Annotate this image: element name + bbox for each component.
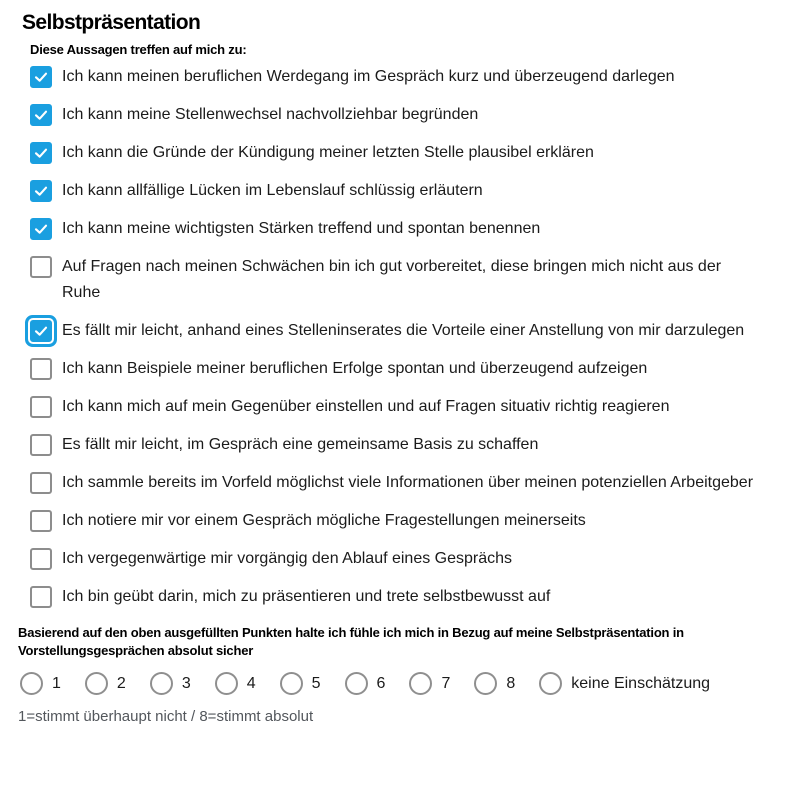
statement-checkbox[interactable] [30, 104, 52, 126]
section-instruction: Diese Aussagen treffen auf mich zu: [30, 42, 247, 57]
statement-label[interactable]: Ich kann Beispiele meiner beruflichen Erfolge spontan und überzeugend aufzeigen [62, 360, 648, 377]
rating-option[interactable] [215, 672, 256, 695]
statement-checkbox[interactable] [30, 586, 52, 608]
statement-checkbox[interactable] [30, 218, 52, 240]
rating-option[interactable] [150, 672, 191, 695]
statement-row [30, 104, 771, 128]
statement-list [30, 66, 771, 610]
statement-checkbox[interactable] [30, 66, 52, 88]
checkmark-icon [33, 183, 49, 199]
scale-legend: 1=stimmt überhaupt nicht / 8=stimmt absolut [18, 708, 314, 725]
radio-button[interactable] [345, 672, 368, 695]
radio-button[interactable] [215, 672, 238, 695]
rating-option[interactable] [345, 672, 386, 695]
statement-label[interactable]: Ich notiere mir vor einem Gespräch mögliche Fragestellungen meinerseits [62, 512, 586, 529]
statement-row [30, 142, 771, 166]
radio-label[interactable]: 1 [52, 674, 61, 692]
statement-checkbox[interactable] [30, 510, 52, 532]
statement-row [30, 510, 771, 534]
rating-option[interactable] [85, 672, 126, 695]
statement-checkbox[interactable] [30, 256, 52, 278]
statement-row [30, 66, 771, 90]
rating-option[interactable] [280, 672, 321, 695]
checkmark-icon [33, 145, 49, 161]
statement-row [30, 396, 771, 420]
rating-option[interactable] [20, 672, 61, 695]
statement-row [30, 180, 771, 204]
statement-label[interactable]: Ich vergegenwärtige mir vorgängig den Ablauf eines Gesprächs [62, 550, 513, 567]
statement-label[interactable]: Ich kann allfällige Lücken im Lebenslauf schlüssig erläutern [62, 182, 483, 199]
checkmark-icon [33, 107, 49, 123]
statement-label[interactable]: Ich bin geübt darin, mich zu präsentieren und trete selbstbewusst auf [62, 588, 551, 605]
radio-button[interactable] [85, 672, 108, 695]
radio-button[interactable] [150, 672, 173, 695]
statement-checkbox[interactable] [30, 548, 52, 570]
statement-checkbox[interactable] [30, 180, 52, 202]
statement-label[interactable]: Ich kann meine wichtigsten Stärken treffend und spontan benennen [62, 220, 541, 237]
checkmark-icon [33, 221, 49, 237]
statement-row [30, 218, 771, 242]
statement-label[interactable]: Es fällt mir leicht, anhand eines Stelleninserates die Vorteile einer Anstellung von mir darzulegen [62, 322, 745, 339]
radio-button[interactable] [280, 672, 303, 695]
radio-label[interactable]: 6 [376, 674, 386, 692]
radio-button[interactable] [20, 672, 43, 695]
statement-row [30, 256, 771, 306]
statement-checkbox[interactable] [30, 434, 52, 456]
statement-checkbox[interactable] [30, 142, 52, 164]
rating-question: Basierend auf den oben ausgefüllten Punkten halte ich fühle ich mich in Bezug auf meine Selbstpräsentation in Vorstellungsgesprächen absolut sicher [18, 625, 684, 658]
statement-checkbox[interactable] [30, 396, 52, 418]
statement-checkbox[interactable] [30, 358, 52, 380]
radio-label[interactable]: 3 [181, 674, 191, 692]
statement-label[interactable]: Es fällt mir leicht, im Gespräch eine gemeinsame Basis zu schaffen [62, 436, 539, 453]
radio-label[interactable]: 5 [311, 674, 321, 692]
statement-label[interactable]: Ich sammle bereits im Vorfeld möglichst viele Informationen über meinen potenziellen Arbeitgeber [62, 474, 754, 491]
radio-label[interactable]: 2 [116, 674, 126, 692]
statement-row [30, 472, 771, 496]
statement-checkbox[interactable] [30, 320, 52, 342]
radio-label[interactable]: 8 [506, 674, 516, 692]
rating-scale [20, 672, 771, 695]
radio-label[interactable]: 4 [246, 674, 256, 692]
statement-row [30, 358, 771, 382]
rating-option[interactable] [474, 672, 515, 695]
statement-label[interactable]: Auf Fragen nach meinen Schwächen bin ich gut vorbereitet, diese bringen mich nicht aus der Ruhe [62, 258, 722, 301]
rating-option[interactable] [539, 672, 710, 695]
statement-row [30, 320, 771, 344]
statement-label[interactable]: Ich kann die Gründe der Kündigung meiner letzten Stelle plausibel erklären [62, 144, 594, 161]
radio-label[interactable]: keine Einschätzung [571, 674, 711, 692]
rating-option[interactable] [409, 672, 450, 695]
checkmark-icon [33, 69, 49, 85]
statement-row [30, 548, 771, 572]
page-title: Selbstpräsentation [22, 11, 201, 34]
statement-label[interactable]: Ich kann meine Stellenwechsel nachvollziehbar begründen [62, 106, 479, 123]
statement-label[interactable]: Ich kann mich auf mein Gegenüber einstellen und auf Fragen situativ richtig reagieren [62, 398, 670, 415]
statement-row [30, 586, 771, 610]
checkmark-icon [33, 323, 49, 339]
radio-button[interactable] [539, 672, 562, 695]
statement-label[interactable]: Ich kann meinen beruflichen Werdegang im Gespräch kurz und überzeugend darlegen [62, 68, 675, 85]
radio-button[interactable] [474, 672, 497, 695]
statement-row [30, 434, 771, 458]
radio-label[interactable]: 7 [441, 674, 451, 692]
radio-button[interactable] [409, 672, 432, 695]
statement-checkbox[interactable] [30, 472, 52, 494]
